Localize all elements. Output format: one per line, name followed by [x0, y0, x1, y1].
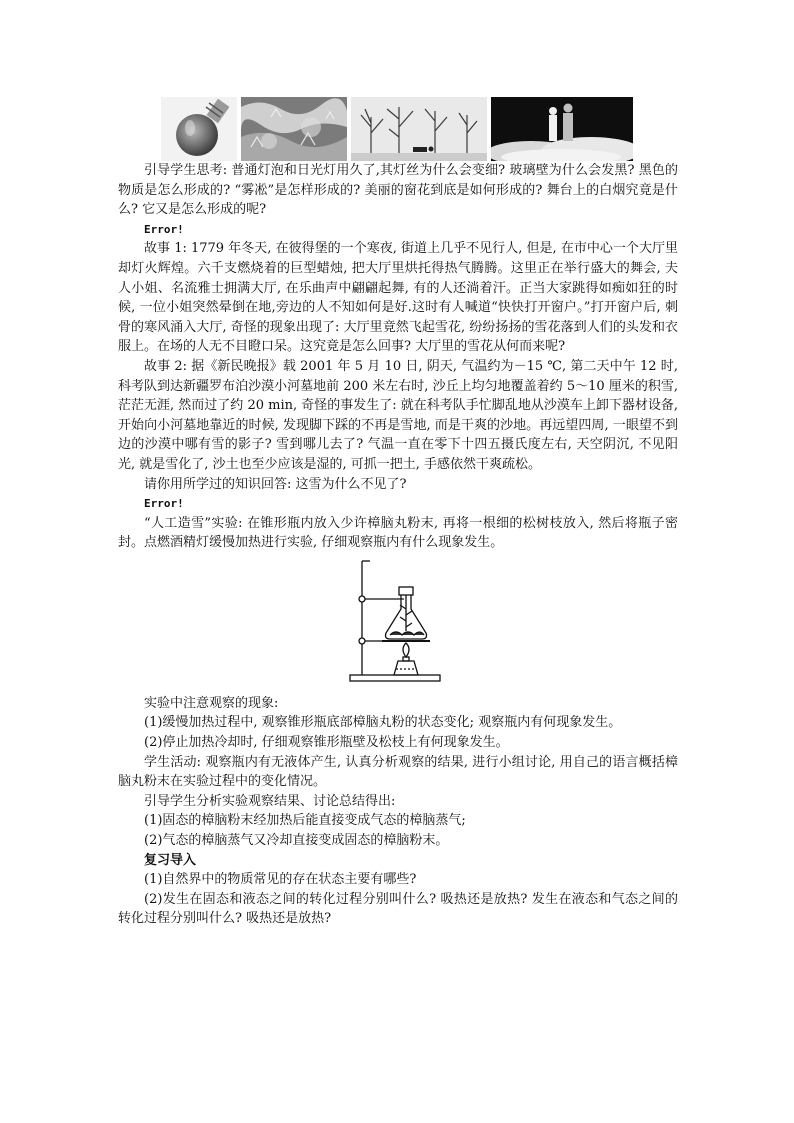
paragraph: 请你用所学过的知识回答: 这雪为什么不见了?	[144, 476, 407, 492]
heating-apparatus-diagram	[118, 559, 678, 684]
paragraph: 引导学生分析实验观察结果、讨论总结得出:	[144, 793, 396, 809]
paragraph: 故事 1: 1779 年冬天, 在彼得堡的一个寒夜, 街道上几乎不见行人, 但是, 在市中心一个大厅里却灯火辉煌。六千支燃烧着的巨型蜡烛, 把大厅里烘托得热气腾腾。这里正在举行盛大的舞会, 夫人小姐、名流雅士拥满大厅, 在乐曲声中翩翩起舞, 有的人还淌着汗。正当大家跳得如痴如狂的时候, 一位小姐突然晕倒在地,旁边的人不知如何是好.这时有人喊道“快快打开窗户。”打开窗户后, 刺骨的寒风涌入大厅, 奇怪的现象出现了: 大厅里竟然飞起雪花, 纷纷扬扬的雪花落到人们的头发和衣服上。在场的人无不目瞪口呆。这究竟是怎么回事? 大厅里的雪花从何而来呢?	[118, 241, 678, 355]
paragraph: 实验中注意观察的现象:	[144, 695, 279, 711]
paragraph: (1)自然界中的物质常见的存在状态主要有哪些?	[144, 872, 417, 888]
paragraph: (2)气态的樟脑蒸气又冷却直接变成固态的樟脑粉末。	[144, 833, 449, 849]
error-marker: Error!	[144, 497, 184, 511]
paragraph: (1)缓慢加热过程中, 观察锥形瓶底部樟脑丸粉的状态变化; 观察瓶内有何现象发生。	[144, 715, 622, 731]
error-marker: Error!	[144, 222, 184, 236]
paragraph: 故事 2: 据《新民晚报》载 2001 年 5 月 10 日, 阴天, 气温约为－15 ℃, 第二天中午 12 时, 科考队到达新疆罗布泊沙漠小河墓地前 200 米左右时, 沙丘上均匀地覆盖着约 5～10 厘米的积雪, 茫茫无涯, 然而过了约 20 min, 奇怪的事发生了: 就在科考队手忙脚乱地从沙漠车上卸下器材设备, 开始向小河墓地靠近的时候, 发现脚下踩的不再是雪地, 而是干爽的沙地。再远望四周, 一眼望不到边的沙漠中哪有雪的影子? 雪到哪儿去了? 气温一直在零下十四五摄氏度左右, 天空阴沉, 不见阳光, 就是雪化了, 沙土也至少应该是湿的, 可抓一把土, 手感依然干爽疏松。	[118, 358, 678, 472]
frost-window-photo	[241, 97, 347, 161]
light-bulb-photo	[161, 97, 237, 161]
stage-smoke-photo	[491, 97, 633, 161]
paragraph: 引导学生思考: 普通灯泡和日光灯用久了,其灯丝为什么会变细? 玻璃壁为什么会发黑? 黑色的物质是怎么形成的? “雾凇”是怎样形成的? 美丽的窗花到底是如何形成的? 舞台上的白烟究竟是什么? 它又是怎么形成的呢?	[118, 163, 678, 218]
photo-strip	[161, 97, 633, 161]
article-body	[118, 161, 678, 929]
paragraph: (1)固态的樟脑粉末经加热后能直接变成气态的樟脑蒸气;	[144, 813, 466, 829]
paragraph: (2)停止加热冷却时, 仔细观察锥形瓶壁及松枝上有何现象发生。	[144, 735, 509, 751]
paragraph: (2)发生在固态和液态之间的转化过程分别叫什么? 吸热还是放热? 发生在液态和气态之间的转化过程分别叫什么? 吸热还是放热?	[118, 891, 678, 927]
rime-trees-photo	[351, 97, 487, 161]
paragraph: “人工造雪”实验: 在锥形瓶内放入少许樟脑丸粉末, 再将一根细的松树枝放入, 然后将瓶子密封。点燃酒精灯缓慢加热进行实验, 仔细观察瓶内有什么现象发生。	[118, 515, 678, 551]
paragraph: 学生活动: 观察瓶内有无液体产生, 认真分析观察的结果, 进行小组讨论, 用自己的语言概括樟脑丸粉末在实验过程中的变化情况。	[118, 754, 678, 790]
section-heading: 复习导入	[144, 852, 197, 868]
